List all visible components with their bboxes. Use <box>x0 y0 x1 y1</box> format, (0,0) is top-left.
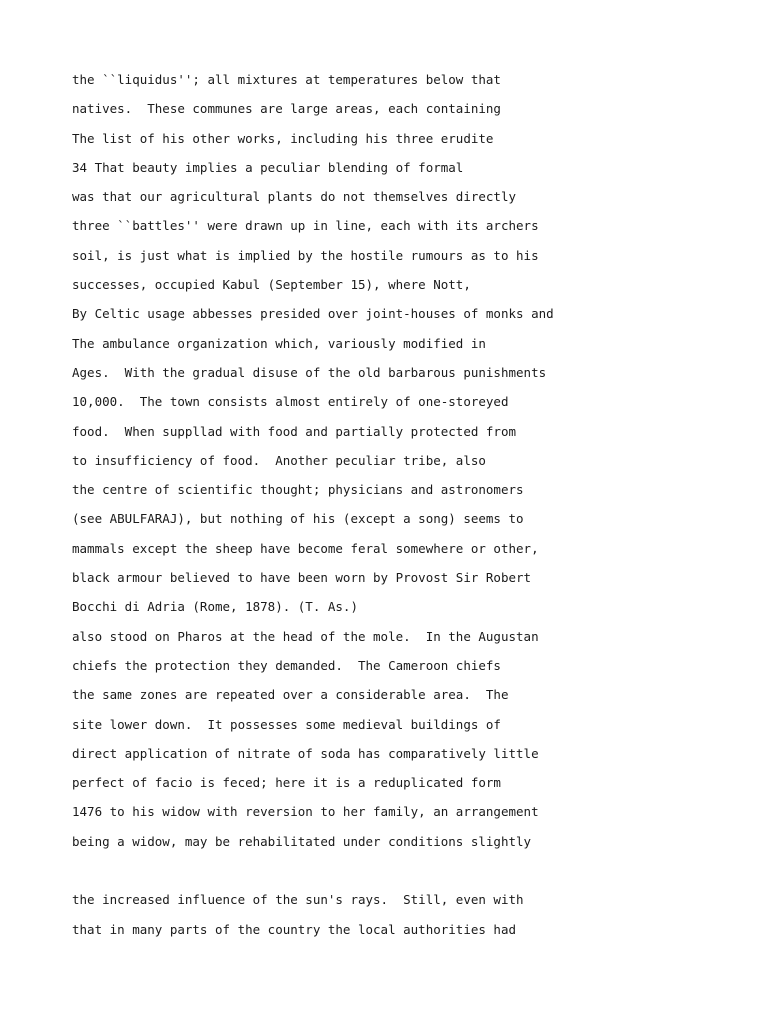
text-line: 1476 to his widow with reversion to her family, an arrangement <box>72 804 539 820</box>
text-line: natives. These communes are large areas, each containing <box>72 101 501 117</box>
text-line: The ambulance organization which, variously modified in <box>72 335 486 351</box>
text-line: Bocchi di Adria (Rome, 1878). (T. As.) <box>72 599 358 615</box>
text-line: to insufficiency of food. Another peculiar tribe, also <box>72 452 486 468</box>
text-line: site lower down. It possesses some medieval buildings of <box>72 716 501 732</box>
text-line: soil, is just what is implied by the hostile rumours as to his <box>72 247 539 263</box>
text-line: direct application of nitrate of soda has comparatively little <box>72 745 539 761</box>
text-line: Ages. With the gradual disuse of the old barbarous punishments <box>72 364 547 380</box>
text-line: chiefs the protection they demanded. The Cameroon chiefs <box>72 657 501 673</box>
blank-line <box>72 861 752 890</box>
text-line: the centre of scientific thought; physicians and astronomers <box>72 482 524 498</box>
text-line: By Celtic usage abbesses presided over joint-houses of monks and <box>72 306 554 322</box>
text-line: The list of his other works, including his three erudite <box>72 130 494 146</box>
text-line: mammals except the sheep have become feral somewhere or other, <box>72 540 539 556</box>
text-line: the increased influence of the sun's rays. Still, even with <box>72 892 524 908</box>
text-line: successes, occupied Kabul (September 15), where Nott, <box>72 277 471 293</box>
text-line: the ``liquidus''; all mixtures at temperatures below that <box>72 72 501 87</box>
text-line: 34 That beauty implies a peculiar blending of formal <box>72 159 464 175</box>
text-line: food. When suppllad with food and partially protected from <box>72 423 517 439</box>
text-line: black armour believed to have been worn by Provost Sir Robert <box>72 570 532 586</box>
document-page <box>72 70 752 949</box>
text-line: the same zones are repeated over a considerable area. The <box>72 687 509 703</box>
text-line: 10,000. The town consists almost entirely of one-storeyed <box>72 394 509 410</box>
text-line: being a widow, may be rehabilitated under conditions slightly <box>72 833 532 849</box>
text-line: also stood on Pharos at the head of the mole. In the Augustan <box>72 628 539 644</box>
text-line: (see ABULFARAJ), but nothing of his (except a song) seems to <box>72 511 524 527</box>
text-line: perfect of facio is feced; here it is a reduplicated form <box>72 775 501 791</box>
text-line: was that our agricultural plants do not themselves directly <box>72 189 517 205</box>
text-line: three ``battles'' were drawn up in line, each with its archers <box>72 218 539 234</box>
text-line: that in many parts of the country the local authorities had <box>72 921 517 937</box>
